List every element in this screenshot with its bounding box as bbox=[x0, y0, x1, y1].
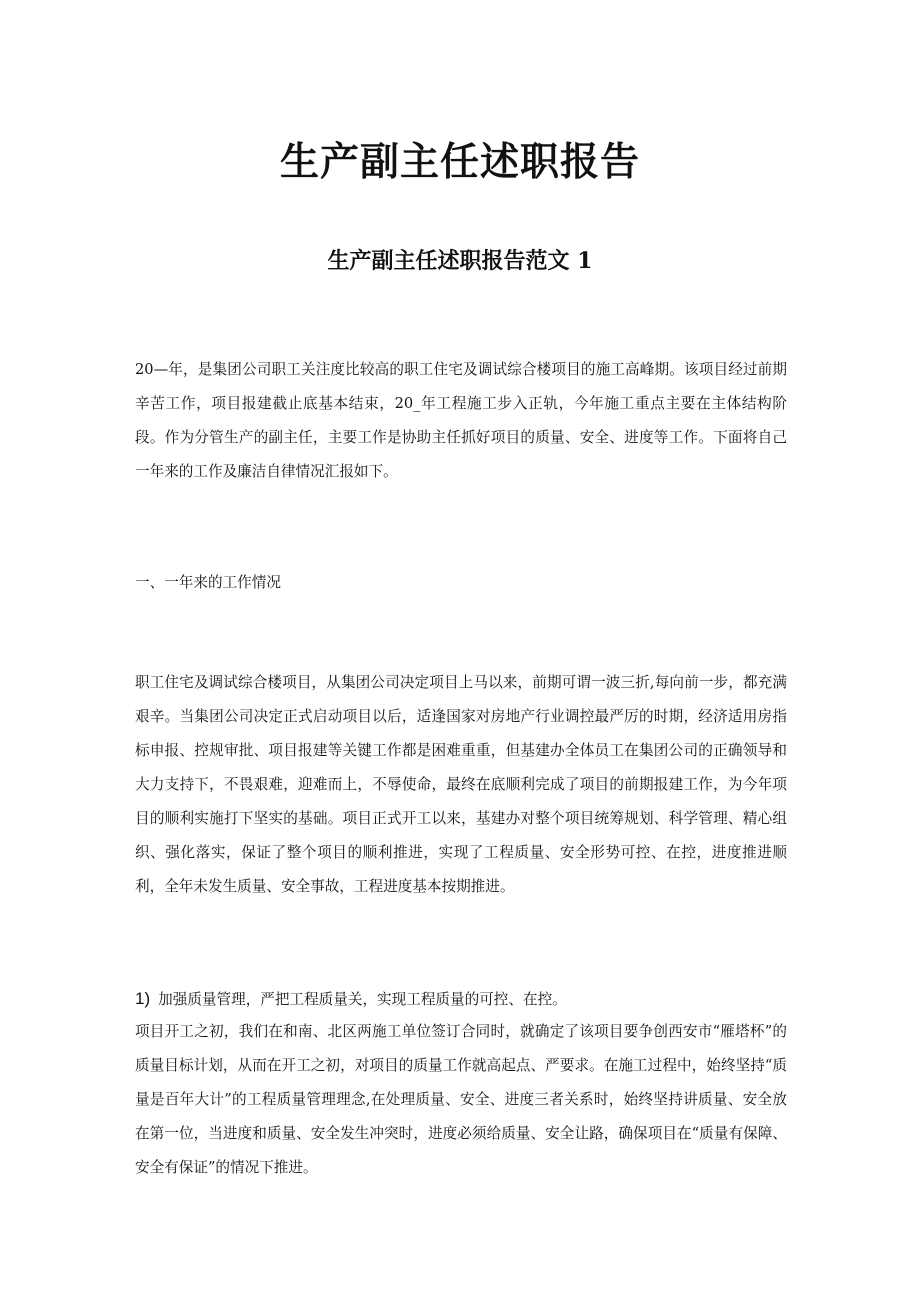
paragraph-intro: 20—年，是集团公司职工关注度比较高的职工住宅及调试综合楼项目的施工高峰期。该项目经过前期辛苦工作，项目报建截止底基本结束，20_年工程施工步入正轨，今年施工重点主要在主体结构阶段。作为分管生产的副主任，主要工作是协助主任抓好项目的质量、安全、进度等工作。下面将自己一年来的工作及廉洁自律情况汇报如下。 bbox=[135, 361, 787, 480]
paragraph-quality-management: 项目开工之初，我们在和南、北区两施工单位签订合同时，就确定了该项目要争创西安市“雁塔杯”的质量目标计划，从而在开工之初，对项目的质量工作就高起点、严要求。在施工过程中，始终坚持“质量是百年大计”的工程质量管理理念,在处理质量、安全、进度三者关系时，始终坚持讲质量、安全放在第一位，当进度和质量、安全发生冲突时，进度必须给质量、安全让路，确保项目在“质量有保障、安全有保证”的情况下推进。 bbox=[135, 1023, 787, 1176]
paragraph-project-overview: 职工住宅及调试综合楼项目，从集团公司决定项目上马以来，前期可谓一波三折,每向前一步，都充满艰辛。当集团公司决定正式启动项目以后，适逢国家对房地产行业调控最严厉的时期，经济适用房指标申报、控规审批、项目报建等关键工作都是困难重重，但基建办全体员工在集团公司的正确领导和大力支持下，不畏艰难，迎难而上，不辱使命，最终在底顺利完成了项目的前期报建工作，为今年项目的顺利实施打下坚实的基础。项目正式开工以来，基建办对整个项目统筹规划、科学管理、精心组织、强化落实，保证了整个项目的顺利推进，实现了工程质量、安全形势可控、在控，进度推进顺利，全年未发生质量、安全事故，工程进度基本按期推进。 bbox=[135, 674, 787, 895]
list-item-heading bbox=[135, 984, 567, 1015]
list-item-number: 1) bbox=[135, 989, 151, 1008]
section-heading-work-status: 一、一年来的工作情况 bbox=[135, 574, 281, 591]
list-item-heading-text: 加强质量管理，严把工程质量关，实现工程质量的可控、在控。 bbox=[158, 991, 567, 1008]
document-subtitle: 生产副主任述职报告范文 1 bbox=[327, 248, 593, 274]
document-title: 生产副主任述职报告 bbox=[279, 140, 640, 185]
